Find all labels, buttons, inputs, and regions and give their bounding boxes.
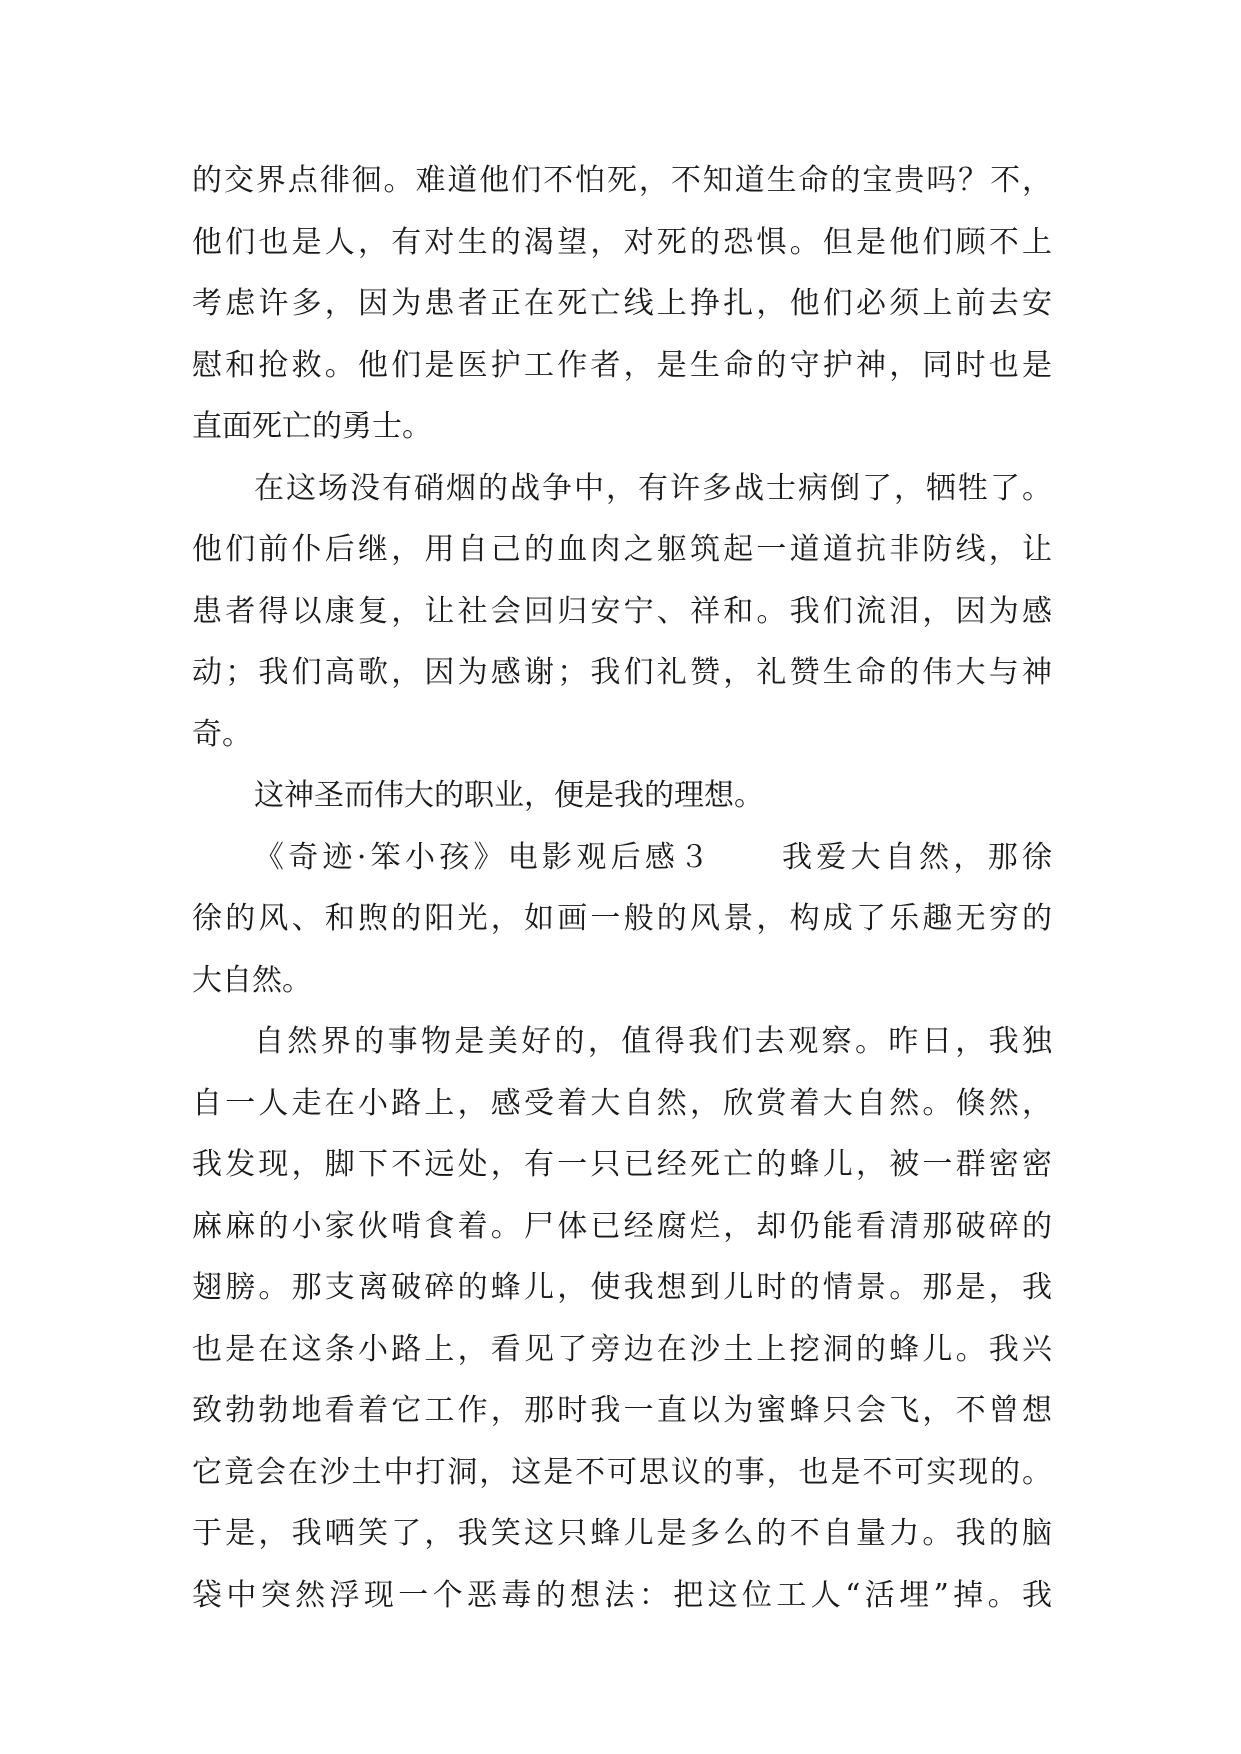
text-line: 麻麻的小家伙啃食着。尸体已经腐烂，却仍能看清那破碎的 [192,1208,1052,1244]
text-line: 直面死亡的勇士。 [192,409,432,444]
text-line: 大自然。 [192,962,312,998]
text-line: 考虑许多，因为患者正在死亡线上挣扎，他们必须上前去安 [192,286,1052,321]
text-line: 患者得以康复，让社会回归安宁、祥和。我们流泪，因为感 [192,593,1052,629]
text-line: 袋中突然浮现一个恶毒的想法：把这位工人“活埋”掉。我 [192,1577,1052,1613]
text-line: 动；我们高歌，因为感谢；我们礼赞，礼赞生命的伟大与神 [192,655,1052,690]
text-line: 这神圣而伟大的职业，便是我的理想。 [254,778,764,813]
text-line: 的交界点徘徊。难道他们不怕死，不知道生命的宝贵吗？不， [192,163,1052,198]
text-line: 徐的风、和煦的阳光，如画一般的风景，构成了乐趣无穷的 [192,901,1052,936]
text-line: 致勃勃地看着它工作，那时我一直以为蜜蜂只会飞，不曾想 [192,1393,1052,1428]
text-line: 它竟会在沙土中打洞，这是不可思议的事，也是不可实现的。 [192,1454,1052,1490]
text-line: 奇。 [192,716,252,752]
text-line: 在这场没有硝烟的战争中，有许多战士病倒了，牺牲了。 [254,470,1052,506]
text-line: 我发现，脚下不远处，有一只已经死亡的蜂儿，被一群密密 [192,1147,1052,1182]
text-line: 他们前仆后继，用自己的血肉之躯筑起一道道抗非防线，让 [192,532,1052,567]
text-line: 自一人走在小路上，感受着大自然，欣赏着大自然。倏然， [192,1085,1052,1121]
text-line: 他们也是人，有对生的渴望，对死的恐惧。但是他们顾不上 [192,224,1052,260]
section-heading-line: 《奇迹·笨小孩》电影观后感３ 我爱大自然，那徐 [254,839,1052,875]
text-line: 慰和抢救。他们是医护工作者，是生命的守护神，同时也是 [192,347,1052,383]
text-line: 翅膀。那支离破碎的蜂儿，使我想到儿时的情景。那是，我 [192,1270,1052,1305]
text-line: 自然界的事物是美好的，值得我们去观察。昨日，我独 [254,1024,1052,1059]
document-body [192,162,1052,1638]
text-line: 于是，我哂笑了，我笑这只蜂儿是多么的不自量力。我的脑 [192,1516,1052,1551]
text-line: 也是在这条小路上，看见了旁边在沙土上挖洞的蜂儿。我兴 [192,1331,1052,1367]
